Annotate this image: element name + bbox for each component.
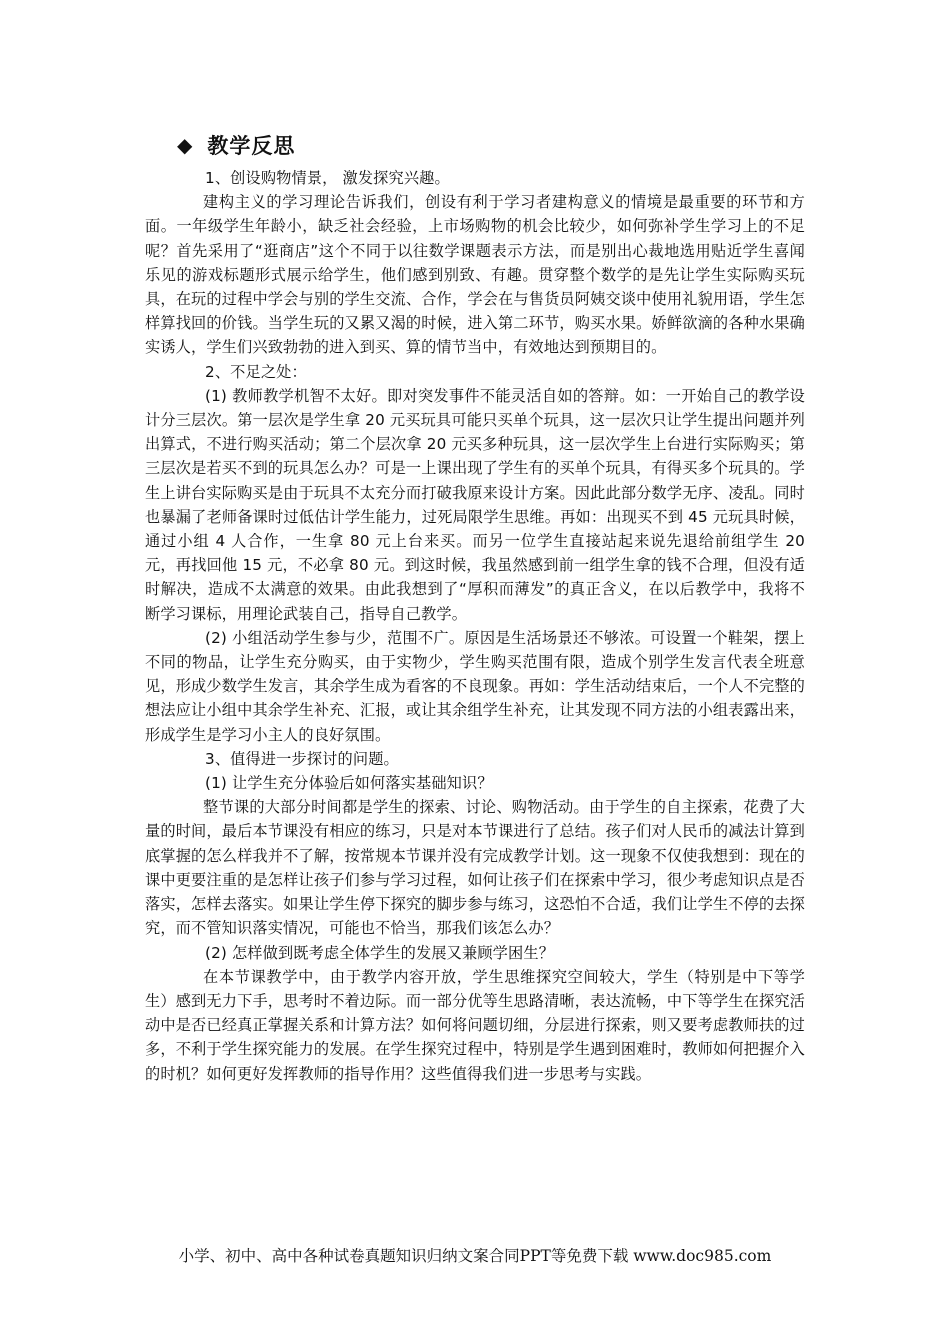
heading-2: 2、不足之处： [205,362,307,381]
question-2: (2) 怎样做到既考虑全体学生的发展又兼顾学困生？ [205,943,555,962]
paragraph-1: 建构主义的学习理论告诉我们，创设有利于学习者建构意义的情境是最重要的环节和方面。一年级学生年龄小，缺乏社会经验，上市场购物的机会比较少，如何弥补学生学习上的不足呢？首先采用了“逛商店”这个不同于以往数学课题表示方法，而是别出心裁地选用贴近学生喜闻乐见的游戏标题形式展示给学生，他们感到别致、有趣。贯穿整个数学的是先让学生实际购买玩具，在玩的过程中学会与别的学生交流、合作，学会在与售货员阿姨交谈中使用礼貌用语，学生怎样算找回的价钱。当学生玩的又累又渴的时候，进入第二环节，购买水果。娇鲜欲滴的各种水果确实诱人，学生们兴致勃勃的进入到买、算的情节当中，有效地达到预期目的。 [145,193,805,357]
question-1: (1) 让学生充分体验后如何落实基础知识？ [205,774,493,793]
section-title-text: 教学反思 [207,134,296,158]
section-title [177,128,805,162]
heading-3: 3、值得进一步探讨的问题。 [205,749,399,768]
paragraph-3-1: 整节课的大部分时间都是学生的探索、讨论、购物活动。由于学生的自主探索，花费了大量的时间，最后本节课没有相应的练习，只是对本节课进行了总结。孩子们对人民币的减法计算到底掌握的怎么样我并不了解，按常规本节课并没有完成教学计划。这一现象不仅使我想到：现在的课中更要注重的是怎样让孩子们参与学习过程，如何让孩子们在探索中学习，很少考虑知识点是否落实，怎样去落实。如果让学生停下探究的脚步参与练习，这恐怕不合适，我们让学生不停的去探究，而不管知识落实情况，可能也不恰当，那我们该怎么办？ [145,798,805,938]
heading-1: 1、创设购物情景， 激发探究兴趣。 [205,169,450,187]
reflection-content [145,128,805,1086]
page-footer: 小学、初中、高中各种试卷真题知识归纳文案合同PPT等免费下载 www.doc985.com [178,1247,772,1265]
paragraph-2-2: (2) 小组活动学生参与少，范围不广。原因是生活场景还不够浓。可设置一个鞋架，摆上不同的物品，让学生充分购买，由于实物少，学生购买范围有限，造成个别学生发言代表全班意见，形成少数学生发言，其余学生成为看客的不良现象。再如：学生活动结束后，一个人不完整的想法应让小组中其余学生补充、汇报，或让其余组学生补充，让其发现不同方法的小组表露出来，形成学生是学习小主人的良好氛围。 [145,628,805,744]
diamond-bullet-icon: ◆ [177,133,194,157]
paragraph-3-2: 在本节课教学中，由于教学内容开放，学生思维探究空间较大，学生（特别是中下等学生）感到无力下手，思考时不着边际。而一部分优等生思路清晰，表达流畅，中下等学生在探究活动中是否已经真正掌握关系和计算方法？如何将问题切细，分层进行探索，则又要考虑教师扶的过多，不利于学生探究能力的发展。在学生探究过程中，特别是学生遇到困难时，教师如何把握介入的时机？如何更好发挥教师的指导作用？这些值得我们进一步思考与实践。 [145,967,805,1083]
paragraph-2-1: (1) 教师教学机智不太好。即对突发事件不能灵活自如的答辩。如：一开始自己的教学设计分三层次。第一层次是学生拿 20 元买玩具可能只买单个玩具，这一层次只让学生提出问题并列出算式，不进行购买活动；第二个层次拿 20 元买多种玩具，这一层次学生上台进行实际购买；第三层次是若买不到的玩具怎么办？可是一上课出现了学生有的买单个玩具，有得买多个玩具的。学生上讲台实际购买是由于玩具不太充分而打破我原来设计方案。因此此部分数学无序、凌乱。同时也暴漏了老师备课时过低估计学生能力，过死局限学生思维。再如：出现买不到 45 元玩具时候，通过小组 4 人合作，一生拿 80 元上台来买。而另一位学生直接站起来说先退给前组学生 20 元，再找回他 15 元，不必拿 80 元。到这时候，我虽然感到前一组学生拿的钱不合理，但没有适时解决，造成不太满意的效果。由此我想到了“厚积而薄发”的真正含义，在以后教学中，我将不断学习课标，用理论武装自己，指导自己教学。 [145,386,805,623]
